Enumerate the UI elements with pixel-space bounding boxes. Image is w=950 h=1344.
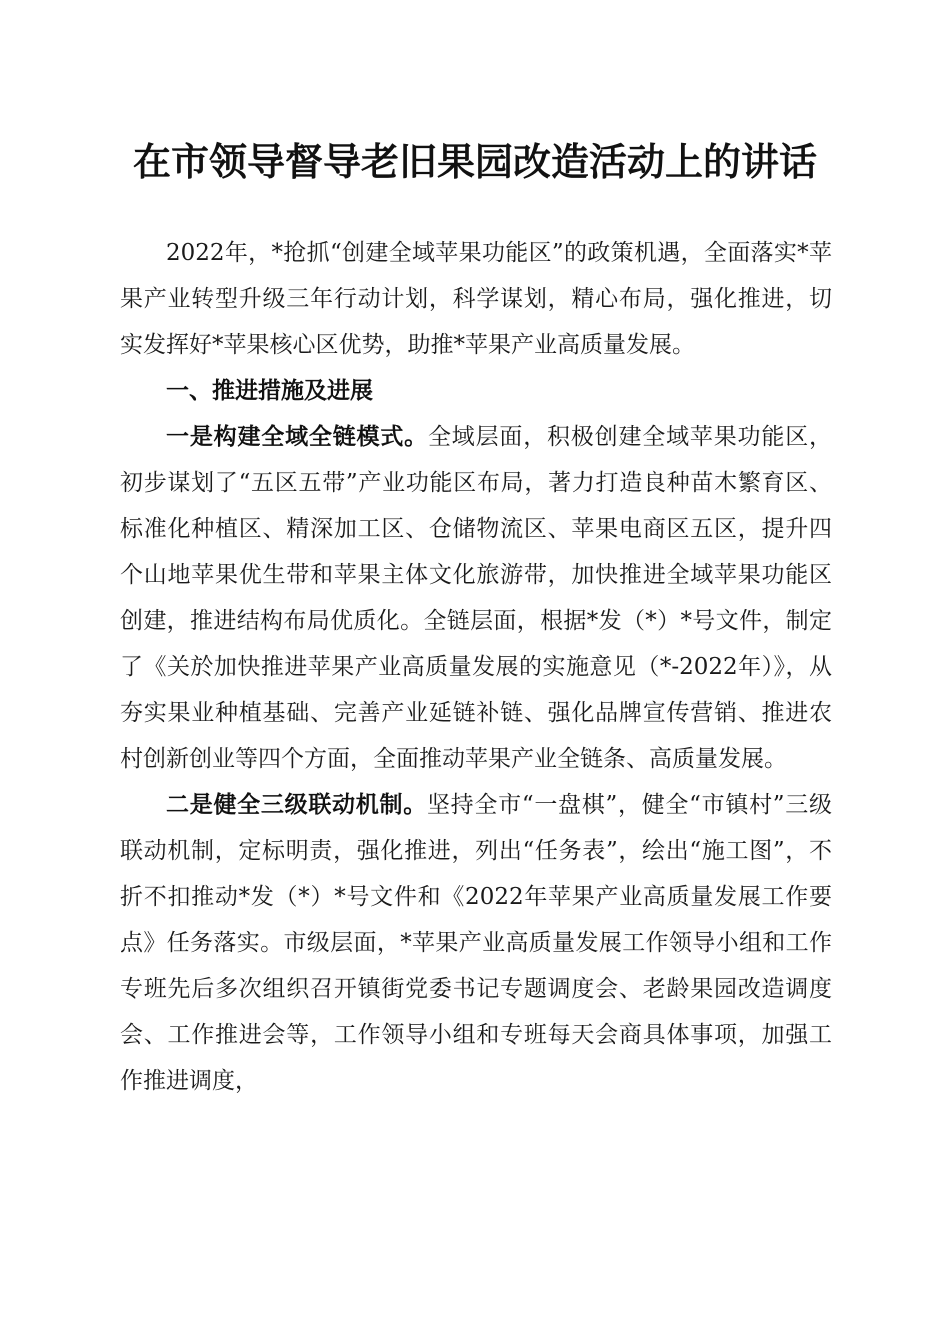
- item-2-lead: 二是健全三级联动机制。: [166, 792, 427, 818]
- item-1-paragraph: [120, 414, 832, 782]
- document-body: [120, 230, 832, 1104]
- item-1-lead: 一是构建全域全链模式。: [166, 424, 428, 450]
- item-1-text: 全域层面，积极创建全域苹果功能区，初步谋划了“五区五带”产业功能区布局，著力打造良种苗木繁育区、标准化种植区、精深加工区、仓储物流区、苹果电商区五区，提升四个山地苹果优生带和苹果主体文化旅游带，加快推进全域苹果功能区创建，推进结构布局优质化。全链层面，根据*发（*）*号文件，制定了《关於加快推进苹果产业高质量发展的实施意见（*-2022年）》，从夯实果业种植基础、完善产业延链补链、强化品牌宣传营销、推进农村创新创业等四个方面，全面推动苹果产业全链条、高质量发展。: [120, 424, 833, 772]
- intro-paragraph: 2022年，*抢抓“创建全域苹果功能区”的政策机遇，全面落实*苹果产业转型升级三年行动计划，科学谋划，精心布局，强化推进，切实发挥好*苹果核心区优势，助推*苹果产业高质量发展。: [120, 240, 832, 358]
- document-title: 在市领导督导老旧果园改造活动上的讲话: [132, 139, 817, 184]
- section-heading: 一、推进措施及进展: [166, 378, 373, 404]
- item-2-paragraph: [120, 782, 832, 1104]
- item-2-text: 坚持全市“一盘棋”，健全“市镇村”三级联动机制，定标明责，强化推进，列出“任务表”，绘出“施工图”，不折不扣推动*发（*）*号文件和《2022年苹果产业高质量发展工作要点》任务落实。市级层面，*苹果产业高质量发展工作领导小组和工作专班先后多次组织召开镇街党委书记专题调度会、老龄果园改造调度会、工作推进会等，工作领导小组和专班每天会商具体事项，加强工作推进调度，: [120, 792, 832, 1094]
